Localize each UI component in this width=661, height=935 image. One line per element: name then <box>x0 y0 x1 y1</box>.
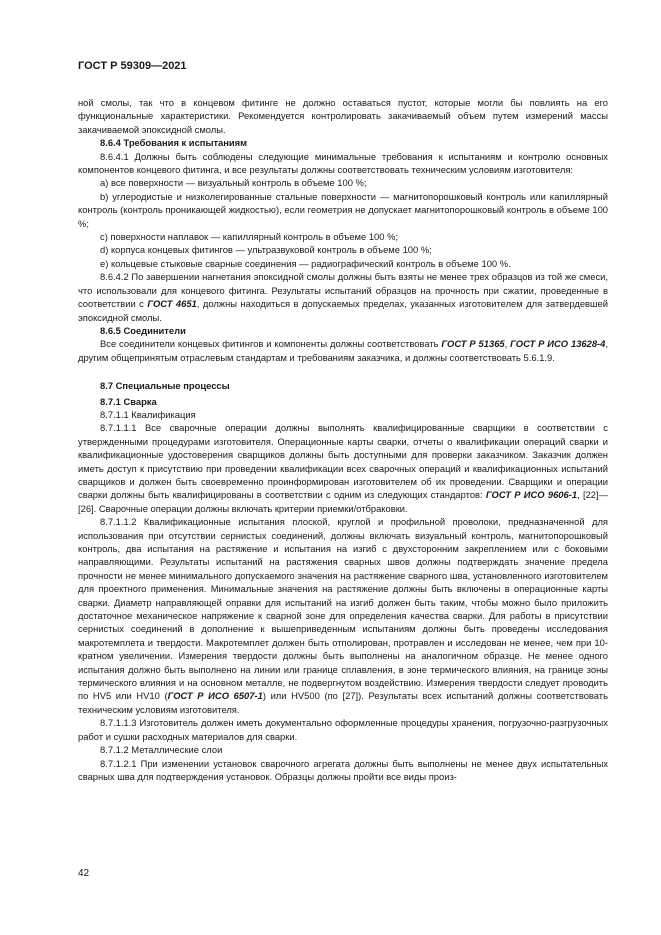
paragraph: d) корпуса концевых фитингов — ультразвуковой контроль в объеме 100 %; <box>100 244 432 256</box>
paragraph: 8.7.1.1.3 Изготовитель должен иметь документально оформленные процедуры хранения, погрузочно-разгрузочных работ и сушки расходных материалов для сварки. <box>78 717 608 742</box>
standard-reference: ГОСТ Р ИСО 13628-4 <box>510 338 606 350</box>
section-heading: 8.7.1 Сварка <box>100 395 157 407</box>
paragraph <box>78 270 608 324</box>
text-run: , должны находиться в допускаемых пределах, указанных изготовителем для затвердевшей эпоксидной смолы. <box>78 298 609 323</box>
document-body <box>78 96 608 783</box>
section-heading: 8.7 Специальные процессы <box>100 380 230 392</box>
paragraph: 8.6.4.1 Должны быть соблюдены следующие минимальные требования к испытаниям и контролю основных компонентов концевого фитинга, и все результаты должны соответствовать техническим условиям изготовителя: <box>78 150 608 176</box>
document-page <box>78 60 608 783</box>
subsection-heading: 8.7.1.1 Квалификация <box>100 408 196 420</box>
standard-reference: ГОСТ Р ИСО 6507-1 <box>167 690 263 702</box>
paragraph: с) поверхности наплавок — капиллярный контроль в объеме 100 %; <box>100 231 399 243</box>
paragraph: b) углеродистые и низколегированные стальные поверхности — магнитопорошковый контроль или капиллярный контроль (контроль проникающей жидкостью), если геометрия не допускает магнитопорошковый контроль в объеме 100 %; <box>78 190 608 229</box>
page-number: 42 <box>78 868 90 879</box>
paragraph <box>78 337 608 364</box>
standard-reference: ГОСТ Р ИСО 9606-1 <box>485 489 578 501</box>
text-run: , [22]—[26]. Сварочные операции должны включать критерии приемки/отбраковки. <box>78 489 608 514</box>
standard-reference: ГОСТ Р 51365 <box>441 338 505 350</box>
paragraph: е) кольцевые стыковые сварные соединения — радиографический контроль в объеме 100 %. <box>100 257 511 269</box>
standard-reference: ГОСТ 4651 <box>147 298 197 310</box>
document-header: ГОСТ Р 59309—2021 <box>78 60 187 72</box>
paragraph <box>78 421 608 515</box>
text-run: ) или HV500 (по [27]). Результаты всех испытаний должны соответствовать техническим условиям изготовителя. <box>78 690 608 715</box>
paragraph: а) все поверхности — визуальный контроль в объеме 100 %; <box>100 177 367 189</box>
text-run: , другим общепринятым отраслевым стандартам и требованиям заказчика, и должны соответствовать 5.6.1.9. <box>78 338 608 363</box>
paragraph: 8.7.1.2.1 При изменении установок сварочного агрегата должны быть выполнены не менее двух испытательных сварных шва для подтверждения установок. Образцы должны пройти все виды произ- <box>78 757 608 782</box>
subsection-heading: 8.7.1.2 Металлические слои <box>100 744 223 756</box>
text-run: 8.7.1.1.1 Все сварочные операции должны выполнять квалифицированные сварщики в соответствии с утвержденными процедурами изготовителя. Операционные карты сварки, отчеты о квалификации операций сварки и квалификационные удостоверения сварщиков должны быть доступными для проверки заказчиком. Заказчик должен иметь доступ к присутствию при проведении квалификации всех сварочных операций и квалификационных испытаний сварщиков и должен быть своевременно проинформирован изготовителем об их проведении. Сварщики и операции сварки должны быть квалифицированы в соответствии с одним из следующих стандартов: <box>78 422 608 501</box>
paragraph: ной смолы, так что в концевом фитинге не должно оставаться пустот, которые могли бы повлиять на его функциональные характеристики. Рекомендуется контролировать закачиваемый объем путем измерений массы закачиваемой эпоксидной смолы. <box>78 97 608 135</box>
paragraph <box>78 515 608 716</box>
text-run: , <box>504 338 511 350</box>
text-run: 8.7.1.1.2 Квалификационные испытания плоской, круглой и профильной проволоки, предназначенной для использования при отсутствии сернистых соединений, должны включать визуальный контроль, магнитопорошковый контроль, два испытания на растяжение и испытания на изгиб с двухсторонним закреплением или с боковыми направляющими. Результаты испытаний на растяжения сварных швов должны подтверждать значение предела прочности не менее минимального допускаемого значения на растяжение сварного шва, установленного изготовителем для проектного применения. Минимальные значения на растяжение должны быть включены в операционные карты сварки. Диаметр направляющей оправки для испытаний на изгиб должен быть таким, чтобы можно было приложить достаточное механическое напряжение к сварной зоне для определения качества сварки. Для работы в присутствии сернистых соединений в дополнение к вышеприведенным испытаниям должны быть проведены исследования макротемплета и твердости. Макротемплет должен быть отполирован, протравлен и исследован не менее, чем при 10-кратном увеличении. Измерения твердости должны быть выполнены на аналогичном образце. Не менее одного испытания должно быть выполнено на линии или границе сплавления, в зоне термического влияния, на границе зоны термического влияния и на основном металле, не подвергнутом воздействию. Измерения твердости следует проводить по HV5 или HV10 ( <box>78 516 608 702</box>
text-run: Все соединители концевых фитингов и компоненты должны соответствовать <box>100 338 442 350</box>
section-heading: 8.6.5 Соединители <box>100 324 186 336</box>
section-heading: 8.6.4 Требования к испытаниям <box>100 137 248 149</box>
text-run: 8.6.4.2 По завершении нагнетания эпоксидной смолы должны быть взяты не менее трех образцов из той же смеси, что использовали для концевого фитинга. Результаты испытаний образцов на прочность при сжатии, проведенные в соответствии с <box>78 271 608 310</box>
